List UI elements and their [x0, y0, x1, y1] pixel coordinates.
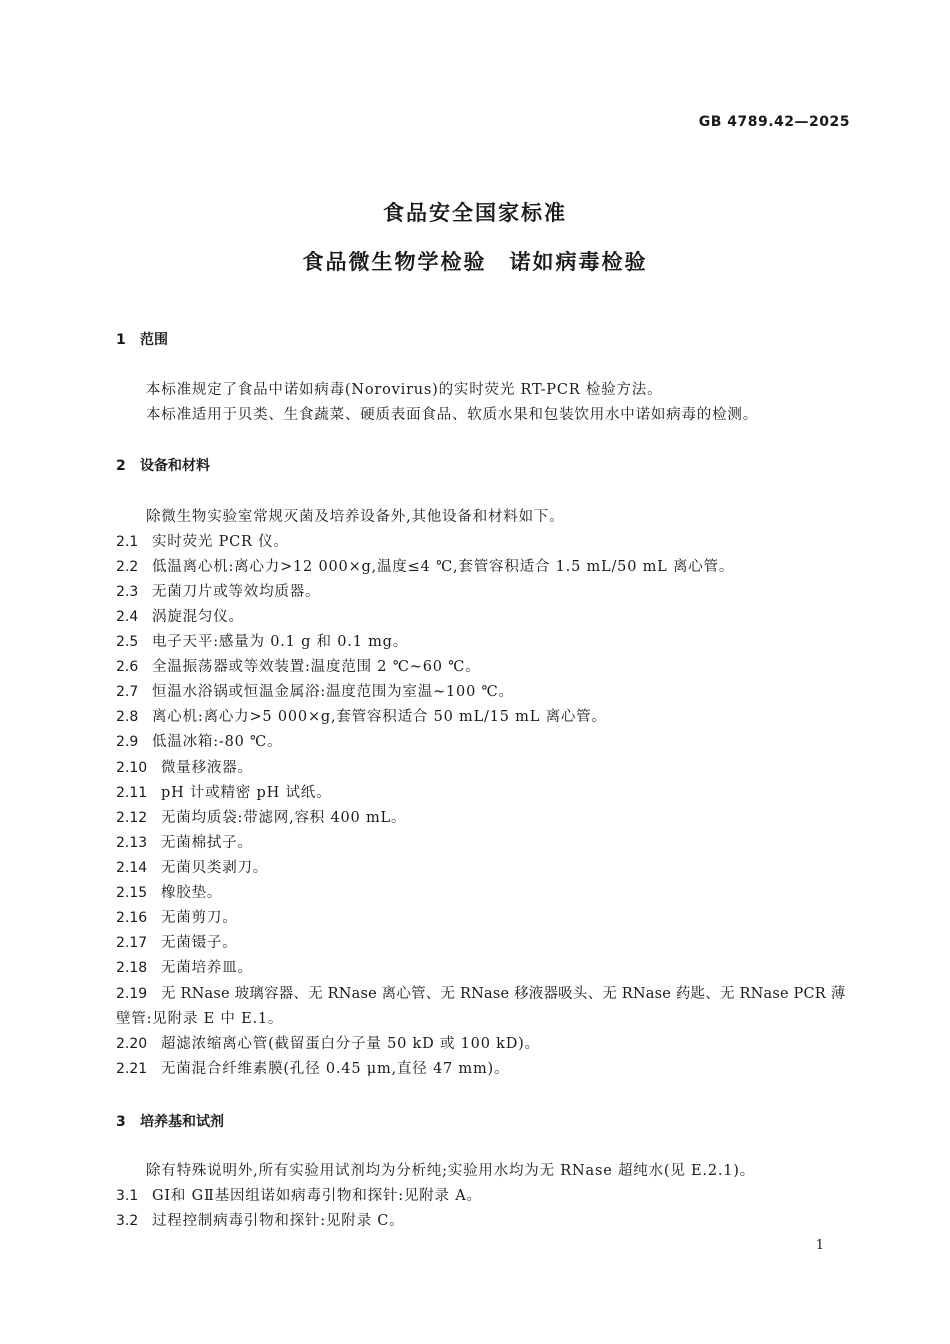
page-number: 1 — [815, 1238, 824, 1253]
item-text: 实时荧光 PCR 仪。 — [152, 534, 289, 550]
list-item — [116, 1184, 850, 1205]
item-text: GⅠ和 GⅡ基因组诺如病毒引物和探针:见附录 A。 — [152, 1188, 482, 1204]
list-item — [116, 1209, 850, 1230]
item-text: 过程控制病毒引物和探针:见附录 C。 — [152, 1213, 405, 1229]
item-number: 2.19 — [116, 986, 148, 1002]
section-number: 2 — [116, 458, 126, 474]
item-text: 无菌棉拭子。 — [161, 835, 253, 851]
item-text: 无菌贝类剥刀。 — [161, 860, 269, 876]
item-text: 电子天平:感量为 0.1 g 和 0.1 mg。 — [152, 634, 409, 650]
item-number: 2.6 — [116, 659, 139, 675]
item-text: 微量移液器。 — [161, 760, 253, 776]
section-heading-1 — [116, 329, 168, 349]
item-number: 2.21 — [116, 1061, 148, 1077]
item-number: 3.2 — [116, 1213, 139, 1229]
list-item — [116, 530, 850, 551]
item-text: 超滤浓缩离心管(截留蛋白分子量 50 kD 或 100 kD)。 — [161, 1036, 540, 1052]
paragraph: 本标准规定了食品中诺如病毒(Norovirus)的实时荧光 RT-PCR 检验方法。 — [146, 382, 663, 398]
list-item — [116, 781, 850, 802]
item-text: 恒温水浴锅或恒温金属浴:温度范围为室温~100 ℃。 — [152, 684, 514, 700]
list-item — [116, 931, 850, 952]
list-item — [116, 705, 850, 726]
item-text: 无菌刀片或等效均质器。 — [152, 584, 321, 600]
item-number: 2.14 — [116, 860, 148, 876]
list-item — [116, 756, 850, 777]
item-number: 2.11 — [116, 785, 148, 801]
list-item — [116, 555, 850, 576]
item-text: 橡胶垫。 — [161, 885, 223, 901]
list-item — [116, 856, 850, 877]
list-item — [116, 906, 850, 927]
item-number: 2.16 — [116, 910, 148, 926]
section-title: 设备和材料 — [140, 458, 210, 474]
list-item — [116, 580, 850, 601]
item-number: 2.7 — [116, 684, 139, 700]
list-item — [116, 630, 850, 651]
item-number: 2.15 — [116, 885, 148, 901]
item-number: 2.13 — [116, 835, 148, 851]
list-item — [116, 680, 850, 701]
list-item — [116, 1032, 850, 1053]
item-number: 2.12 — [116, 810, 148, 826]
item-number: 2.1 — [116, 534, 139, 550]
document-subtitle: 食品微生物学检验 诺如病毒检验 — [302, 250, 648, 274]
item-number: 2.20 — [116, 1036, 148, 1052]
list-item — [116, 881, 850, 902]
item-number: 2.18 — [116, 960, 148, 976]
list-item-continuation: 壁管:见附录 E 中 E.1。 — [116, 1011, 284, 1027]
item-text: 无菌培养皿。 — [161, 960, 253, 976]
item-text: 涡旋混匀仪。 — [152, 609, 244, 625]
section-title: 培养基和试剂 — [140, 1114, 224, 1130]
item-number: 2.4 — [116, 609, 139, 625]
list-item — [116, 730, 850, 751]
section-title: 范围 — [140, 332, 168, 348]
item-number: 2.8 — [116, 709, 139, 725]
item-text: 低温离心机:离心力>12 000×g,温度≤4 ℃,套管容积适合 1.5 mL/50 mL 离心管。 — [152, 559, 735, 575]
section-number: 3 — [116, 1114, 126, 1130]
item-number: 2.3 — [116, 584, 139, 600]
list-item — [116, 956, 850, 977]
paragraph: 本标准适用于贝类、生食蔬菜、硬质表面食品、软质水果和包装饮用水中诺如病毒的检测。 — [146, 407, 758, 423]
document-title: 食品安全国家标准 — [383, 201, 567, 225]
item-text: 低温冰箱:-80 ℃。 — [152, 734, 283, 750]
item-text: 无菌镊子。 — [161, 935, 238, 951]
list-item — [116, 831, 850, 852]
item-text: 全温振荡器或等效装置:温度范围 2 ℃~60 ℃。 — [152, 659, 481, 675]
item-text: 离心机:离心力>5 000×g,套管容积适合 50 mL/15 mL 离心管。 — [152, 709, 607, 725]
item-text: 无菌均质袋:带滤网,容积 400 mL。 — [161, 810, 407, 826]
item-text: 无 RNase 玻璃容器、无 RNase 离心管、无 RNase 移液器吸头、无 RNase 药匙、无 RNase PCR 薄 — [161, 986, 846, 1002]
item-number: 2.10 — [116, 760, 148, 776]
list-item — [116, 982, 850, 1003]
list-item — [116, 806, 850, 827]
item-text: 无菌混合纤维素膜(孔径 0.45 μm,直径 47 mm)。 — [161, 1061, 510, 1077]
section-heading-2 — [116, 455, 210, 475]
item-text: pH 计或精密 pH 试纸。 — [161, 785, 332, 801]
paragraph: 除有特殊说明外,所有实验用试剂均为分析纯;实验用水均为无 RNase 超纯水(见 E.2.1)。 — [146, 1163, 756, 1179]
item-number: 2.17 — [116, 935, 148, 951]
item-number: 2.9 — [116, 734, 139, 750]
item-number: 2.2 — [116, 559, 139, 575]
standard-code: GB 4789.42—2025 — [698, 114, 850, 130]
item-number: 3.1 — [116, 1188, 139, 1204]
list-item — [116, 1057, 850, 1078]
item-text: 无菌剪刀。 — [161, 910, 238, 926]
section-number: 1 — [116, 332, 126, 348]
item-number: 2.5 — [116, 634, 139, 650]
paragraph: 除微生物实验室常规灭菌及培养设备外,其他设备和材料如下。 — [146, 509, 565, 525]
list-item — [116, 605, 850, 626]
section-heading-3 — [116, 1111, 224, 1131]
list-item — [116, 655, 850, 676]
